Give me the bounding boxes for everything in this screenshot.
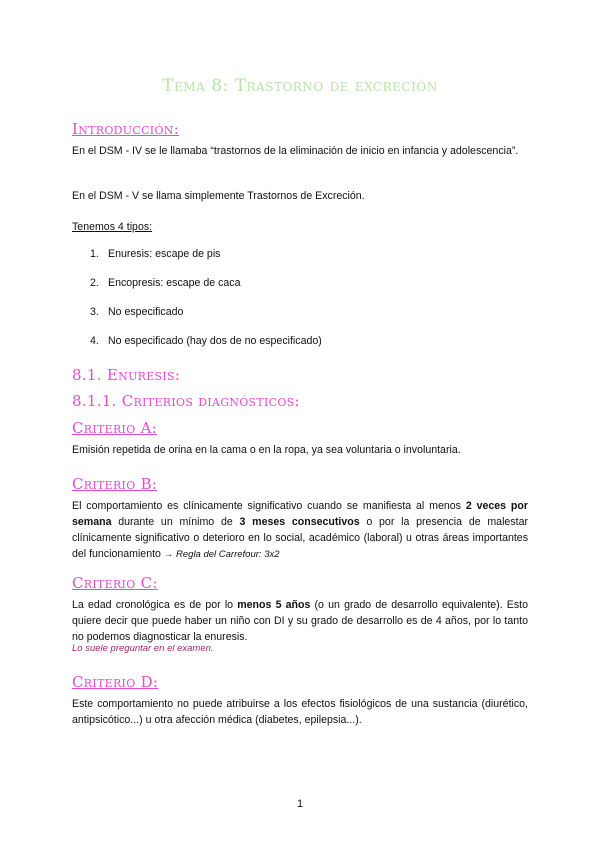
page-number: 1 xyxy=(296,798,304,810)
criterio-c-text: La edad cronológica es de por lo menos 5 años (o un grado de desarrollo equivalente). Esto quiere decir que puede haber un niño con DI y su grado de desarrollo es de 4 años, por lo tanto no podemos diagnosticar la enuresis. xyxy=(72,599,528,643)
list-item: 2. Encopresis: escape de caca xyxy=(90,277,241,289)
list-item: 1. Enuresis: escape de pis xyxy=(90,248,221,260)
criterio-c-heading: Criterio C: xyxy=(72,574,158,592)
enuresis-heading: 8.1. Enuresis: xyxy=(72,366,181,384)
criterios-heading: 8.1.1. Criterios diagnósticos: xyxy=(72,392,300,410)
list-item: 4. No especificado (hay dos de no especificado) xyxy=(90,335,322,347)
criterio-a-heading: Criterio A: xyxy=(72,419,158,437)
intro-heading: Introducción: xyxy=(72,120,180,138)
criterio-d-text: Este comportamiento no puede atribuirse a los efectos fisiológicos de una sustancia (diurético, antipsicótico...) u otra afección médica (diabetes, epilepsia...). xyxy=(72,698,528,726)
page-title: Tema 8: Trastorno de excreción xyxy=(162,76,438,96)
list-item: 3. No especificado xyxy=(90,306,184,318)
criterio-a-text: Emisión repetida de orina en la cama o en la ropa, ya sea voluntaria o involuntaria. xyxy=(72,444,461,456)
criterio-d-heading: Criterio D: xyxy=(72,673,159,691)
intro-paragraph-1: En el DSM - IV se le llamaba “trastornos de la eliminación de inicio en infancia y adolescencia”. xyxy=(72,145,519,157)
criterio-b-text: El comportamiento es clínicamente significativo cuando se manifiesta al menos 2 veces por semana durante un mínimo de 3 meses consecutivos o por la presencia de malestar clínicamente significativo o deterioro en lo social, académico (laboral) u otras áreas importantes del funcionamiento → Regla del Carrefour: 3x2 xyxy=(72,500,528,560)
types-label: Tenemos 4 tipos: xyxy=(72,221,153,233)
exam-note: Lo suele preguntar en el examen. xyxy=(72,643,214,654)
criterio-b-heading: Criterio B: xyxy=(72,475,158,493)
intro-paragraph-2: En el DSM - V se llama simplemente Trastornos de Excreción. xyxy=(72,190,365,202)
